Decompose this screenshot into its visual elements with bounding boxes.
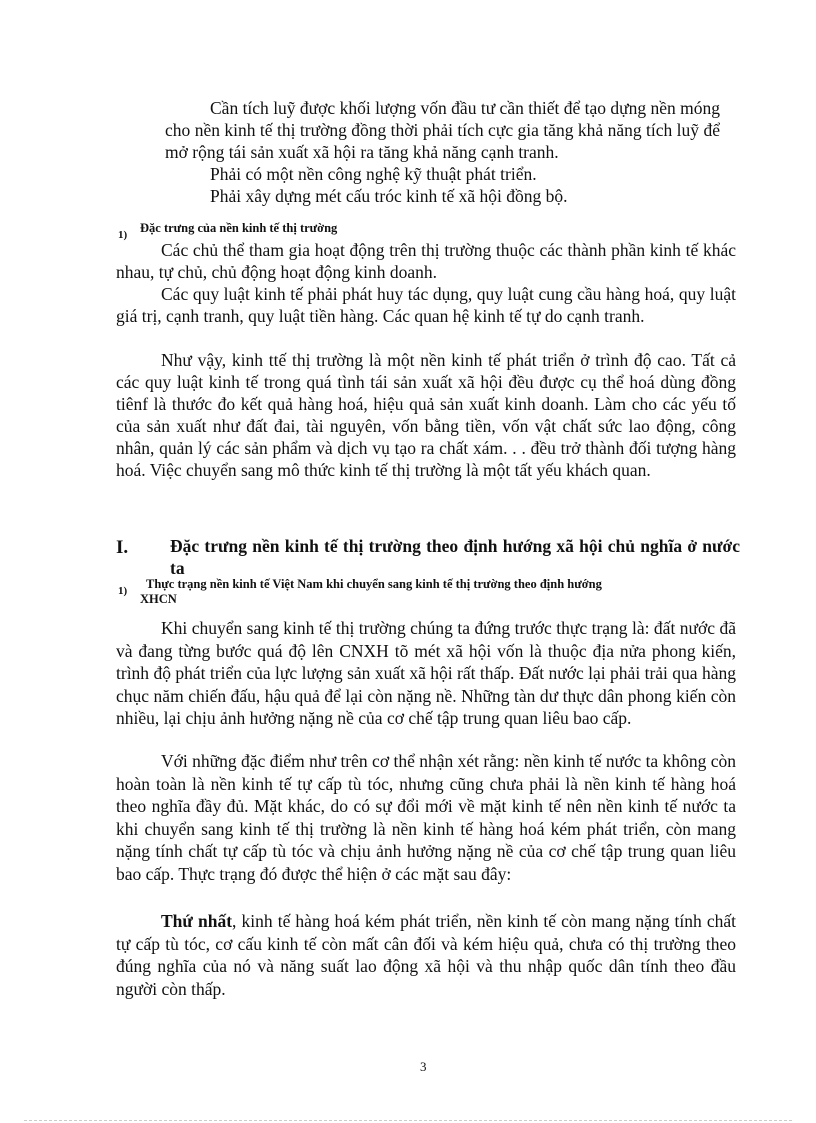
section1-paragraph-1: Các chủ thể tham gia hoạt động trên thị trường thuộc các thành phần kinh tế khác nhau, tự chủ, chủ động hoạt động kinh doanh. [116, 240, 736, 282]
section2-heading-line-1: Thực trạng nền kinh tế Việt Nam khi chuyển sang kinh tế thị trường theo định hướng [146, 577, 602, 591]
intro-paragraph-2: Phải có một nền công nghệ kỹ thuật phát triển. [210, 164, 537, 184]
section1-paragraph-2: Các quy luật kinh tế phải phát huy tác dụng, quy luật cung cầu hàng hoá, quy luật giá trị, cạnh tranh, quy luật tiền hàng. Các quan hệ kinh tế tự do cạnh tranh. [116, 284, 736, 326]
page-number: 3 [420, 1059, 427, 1074]
first-point-text: , kinh tế hàng hoá kém phát triển, nền kinh tế còn mang nặng tính chất tự cấp tù tóc, cơ cấu kinh tế còn mất cân đối và kém hiệu quả, chưa có thị trường theo đúng nghĩa của nó và năng suất lao động xã hội và thu nhập quốc dân tính theo đầu người còn thấp. [116, 911, 736, 999]
chapter-number: I. [116, 537, 129, 558]
section2-paragraph-3 [116, 910, 736, 1000]
section2-number: 1) [118, 585, 128, 597]
chapter-heading: Đặc trưng nền kinh tế thị trường theo định hướng xã hội chủ nghĩa ở nước ta [170, 536, 740, 578]
page-bottom-divider [24, 1120, 792, 1121]
section1-heading: Đặc trưng của nền kinh tế thị trường [140, 221, 338, 235]
intro-paragraph-3: Phải xây dựng mét cấu tróc kinh tế xã hội đồng bộ. [210, 186, 568, 206]
section2-heading-line-2: XHCN [140, 592, 177, 606]
section1-number: 1) [118, 229, 128, 241]
first-point-lead: Thứ nhất [161, 911, 233, 931]
section2-paragraph-2: Với những đặc điểm như trên cơ thể nhận xét rằng: nền kinh tế nước ta không còn hoàn toàn là nền kinh tế tự cấp tù tóc, nhưng cũng chưa phải là nền kinh tế hàng hoá theo nghĩa đầy đủ. Mặt khác, do có sự đổi mới về mặt kinh tế nên nền kinh tế nước ta khi chuyển sang kinh tế thị trường là nền kinh tế hàng hoá kém phát triển, còn mang nặng tính chất tự cấp tù tóc và chịu ảnh hưởng nặng nề của cơ chế tập trung quan liêu bao cấp. Thực trạng đó được thể hiện ở các mặt sau đây: [116, 751, 736, 884]
section2-paragraph-1: Khi chuyển sang kinh tế thị trường chúng ta đứng trước thực trạng là: đất nước đã và đang từng bước quá độ lên CNXH tõ mét xã hội vốn là thuộc địa nửa phong kiến, trình độ phát triển của lực lượng sản xuất xã hội rất thấp. Đất nước lại phải trải qua hàng chục năm chiến đấu, hậu quả để lại còn nặng nề. Những tàn dư thực dân phong kiến còn nhiều, lại chịu ảnh hưởng nặng nề của cơ chế tập trung quan liêu bao cấp. [116, 618, 736, 728]
section2-heading [140, 577, 746, 607]
intro-paragraph-1: Cần tích luỹ được khối lượng vốn đầu tư cần thiết để tạo dựng nền móng cho nền kinh tế thị trường đồng thời phải tích cực gia tăng khả năng tích luỹ để mở rộng tái sản xuất xã hội ra tăng khả năng cạnh tranh. [165, 98, 720, 162]
section1-paragraph-3: Như vậy, kinh ttế thị trường là một nền kinh tế phát triển ở trình độ cao. Tất cả các quy luật kinh tế trong quá tình tái sản xuất xã hội đều được cụ thể hoá dùng đồng tiênf là thước đo kết quả hàng hoá, hiệu quả sản xuất kinh doanh. Làm cho các yếu tố của sản xuất như đất đai, tài nguyên, vốn bằng tiền, vốn vật chất sức lao động, công nhân, quản lý các sản phẩm và dịch vụ tạo ra chất xám. . . đều trở thành đối tượng hàng hoá. Việc chuyển sang mô thức kinh tế thị trường là một tất yếu khách quan. [116, 350, 736, 480]
